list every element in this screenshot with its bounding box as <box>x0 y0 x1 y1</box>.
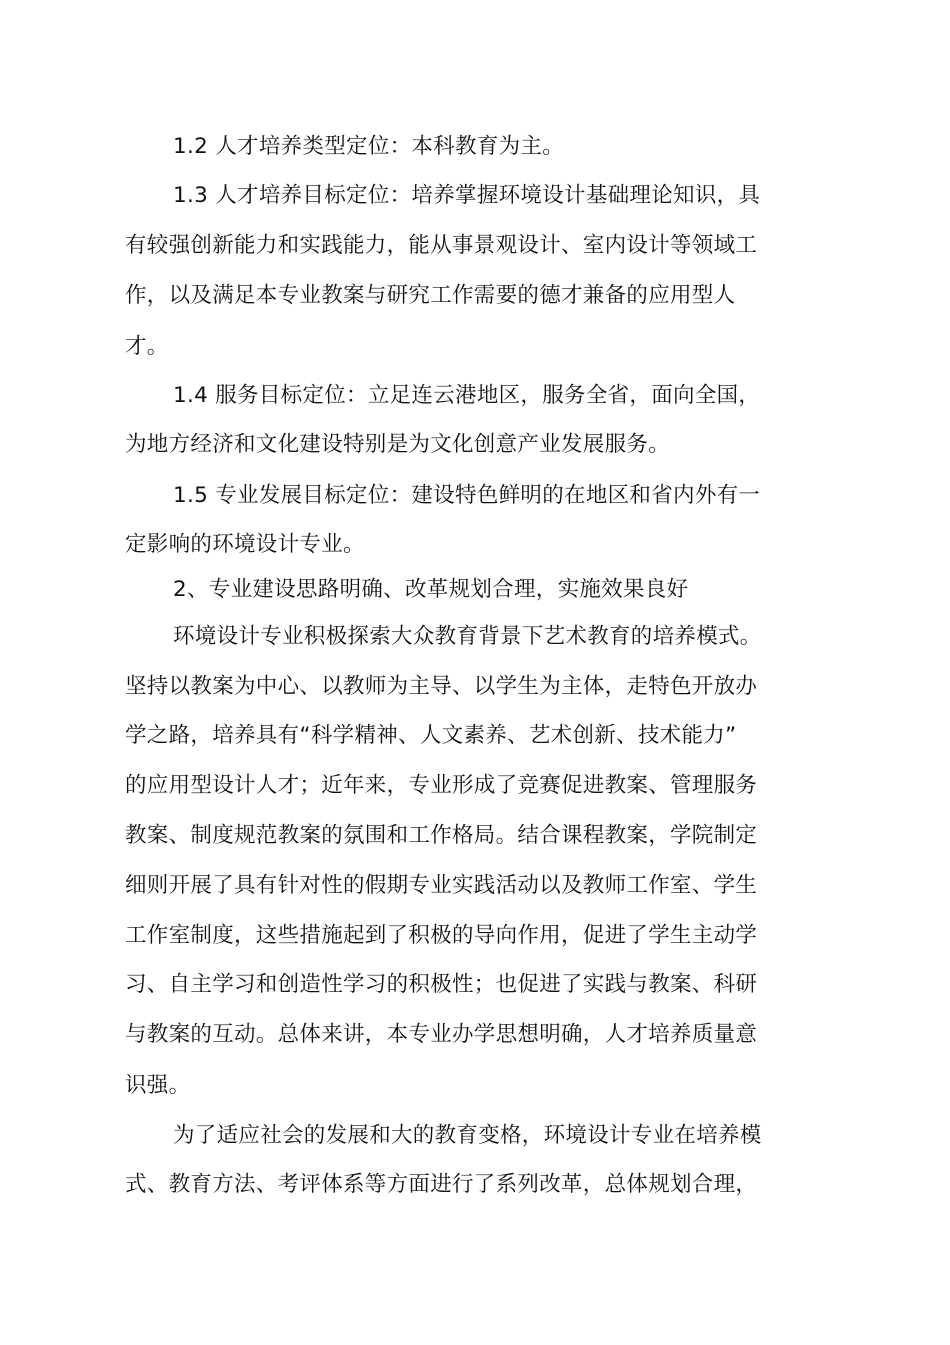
text-line: 识强。 <box>125 1073 191 1098</box>
text-line: 环境设计专业积极探索大众教育背景下艺术教育的培养模式。 <box>173 624 762 649</box>
text-line: 有较强创新能力和实践能力，能从事景观设计、室内设计等领域工 <box>125 233 758 258</box>
text-line: 坚持以教案为中心、以教师为主导、以学生为主体，走特色开放办 <box>125 674 758 699</box>
text-line: 1.4 服务目标定位：立足连云港地区，服务全省，面向全国， <box>173 383 761 408</box>
text-line: 习、自主学习和创造性学习的积极性；也促进了实践与教案、科研 <box>125 972 758 997</box>
text-line: 教案、制度规范教案的氛围和工作格局。结合课程教案，学院制定 <box>125 823 758 848</box>
text-line: 与教案的互动。总体来讲，本专业办学思想明确，人才培养质量意 <box>125 1022 758 1047</box>
text-line: 作，以及满足本专业教案与研究工作需要的德才兼备的应用型人 <box>125 283 736 308</box>
text-line: 为地方经济和文化建设特别是为文化创意产业发展服务。 <box>125 432 671 457</box>
text-line: 学之路，培养具有“科学精神、人文素养、艺术创新、技术能力” <box>125 723 737 748</box>
text-line: 工作室制度，这些措施起到了积极的导向作用，促进了学生主动学 <box>125 923 758 948</box>
text-line: 为了适应社会的发展和大的教育变格，环境设计专业在培养模 <box>173 1123 762 1148</box>
section-heading: 2、专业建设思路明确、改革规划合理，实施效果良好 <box>173 577 689 602</box>
text-line: 细则开展了具有针对性的假期专业实践活动以及教师工作室、学生 <box>125 873 758 898</box>
text-line: 的应用型设计人才；近年来，专业形成了竞赛促进教案、管理服务 <box>125 773 758 798</box>
text-line: 1.5 专业发展目标定位：建设特色鲜明的在地区和省内外有一 <box>173 483 761 508</box>
text-line: 1.2 人才培养类型定位：本科教育为主。 <box>173 134 565 159</box>
text-line: 才。 <box>125 334 169 359</box>
text-line: 式、教育方法、考评体系等方面进行了系列改革，总体规划合理， <box>125 1172 758 1197</box>
text-line: 定影响的环境设计专业。 <box>125 532 365 557</box>
text-line: 1.3 人才培养目标定位：培养掌握环境设计基础理论知识，具 <box>173 183 761 208</box>
